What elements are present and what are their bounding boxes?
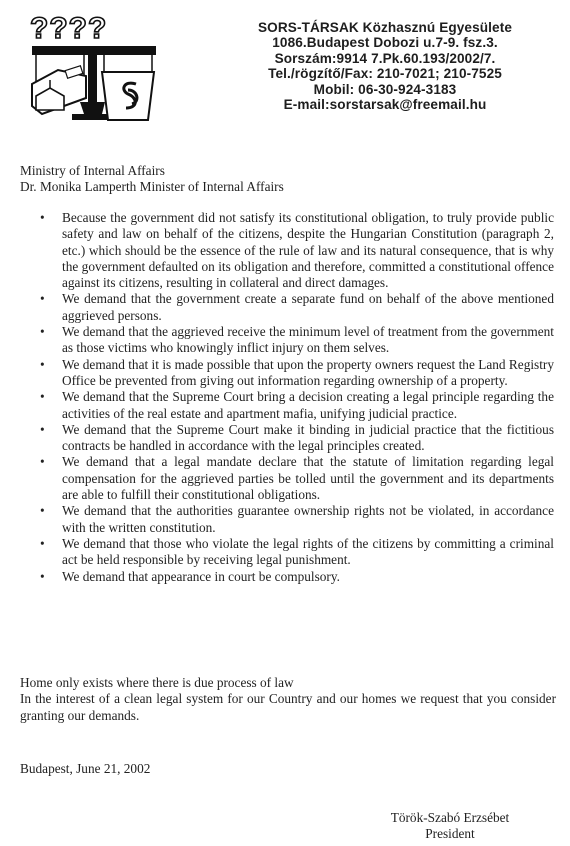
- organization-address: 1086.Budapest Dobozi u.7-9. fsz.3.: [272, 35, 498, 51]
- closing-line-2: In the interest of a clean legal system for our Country and our homes we request that you consider granting our demands.: [20, 691, 556, 723]
- bullet-icon: •: [40, 454, 45, 470]
- bullet-icon: •: [40, 356, 45, 372]
- demand-text: We demand that the aggrieved receive the minimum level of treatment from the government as those victims who knowingly inflict injury on them selves.: [62, 324, 554, 356]
- signature-block: [390, 810, 510, 842]
- bullet-icon: •: [40, 421, 45, 437]
- demand-text: We demand that the government create a separate fund on behalf of the above mentioned aggrieved persons.: [62, 291, 554, 323]
- scales-of-justice-logo: [28, 10, 158, 138]
- demands-list: [40, 210, 554, 585]
- list-item: [40, 389, 554, 422]
- list-item: [40, 569, 554, 585]
- bullet-icon: •: [40, 535, 45, 551]
- bullet-icon: •: [40, 324, 45, 340]
- bullet-icon: •: [40, 568, 45, 584]
- organization-name: SORS-TÁRSAK Közhasznú Egyesülete: [258, 20, 512, 35]
- demand-text: We demand that those who violate the legal rights of the citizens by committing a criminal act be held responsible by receiving legal punishment.: [62, 535, 554, 568]
- closing-line-1: Home only exists where there is due process of law: [20, 675, 294, 690]
- list-item: [40, 324, 554, 357]
- closing-paragraph: [20, 675, 556, 724]
- letterhead: [0, 0, 570, 150]
- demand-text: We demand that the authorities guarantee ownership rights not be violated, in accordance with the written constitution.: [62, 503, 554, 535]
- bullet-icon: •: [40, 291, 45, 307]
- phone-fax: Tel./rögzítő/Fax: 210-7021; 210-7525: [268, 66, 502, 82]
- registration-number: Sorszám:9914 7.Pk.60.193/2002/7.: [274, 50, 496, 66]
- list-item: [40, 536, 554, 569]
- list-item: [40, 357, 554, 390]
- demand-text: We demand that it is made possible that upon the property owners request the Land Registry Office be prevented from giving out information regarding ownership of a property.: [62, 356, 554, 388]
- list-item: [40, 422, 554, 455]
- signatory-title: President: [425, 826, 475, 841]
- email-address: E-mail:sorstarsak@freemail.hu: [283, 97, 487, 113]
- list-item: [40, 503, 554, 536]
- demand-text: Because the government did not satisfy its constitutional obligation, to truly provide public safety and law on behalf of the citizens, despite the Hungarian Constitution (paragraph 2, etc.) which should be the essence of the rule of law and its natural consequence, that is why the government defaulted on its obligation and therefore, committed a constitutional offence against its citizens, resulting in collateral and direct damages.: [62, 210, 554, 291]
- list-item: [40, 210, 554, 291]
- bullet-icon: •: [40, 210, 45, 225]
- list-item: [40, 454, 554, 503]
- recipient-ministry: Ministry of Internal Affairs: [20, 163, 165, 178]
- bullet-icon: •: [40, 389, 45, 405]
- demand-text: We demand that the Supreme Court make it binding in judicial practice that the fictitious contracts be handled in accordance with the legal principles created.: [62, 421, 554, 454]
- list-item: [40, 291, 554, 324]
- recipient-block: [20, 163, 284, 195]
- signatory-name: Török-Szabó Erzsébet: [390, 810, 510, 825]
- demand-text: We demand that appearance in court be compulsory.: [62, 568, 340, 584]
- logo-question-marks: ????: [30, 12, 108, 45]
- demand-text: We demand that a legal mandate declare that the statute of limitation regarding legal compensation for the aggrieved parties be tolled until the government and its departments are able to fulfill their constitutional obligations.: [62, 454, 554, 503]
- organization-details: [210, 20, 560, 112]
- bullet-icon: •: [40, 503, 45, 519]
- demand-text: We demand that the Supreme Court bring a decision creating a legal principle regarding the activities of the real estate and apartment mafia, unifying judicial practice.: [62, 389, 554, 421]
- mobile-number: Mobil: 06-30-924-3183: [313, 81, 457, 97]
- recipient-minister: Dr. Monika Lamperth Minister of Internal Affairs: [20, 179, 284, 194]
- letter-date: Budapest, June 21, 2002: [20, 761, 151, 776]
